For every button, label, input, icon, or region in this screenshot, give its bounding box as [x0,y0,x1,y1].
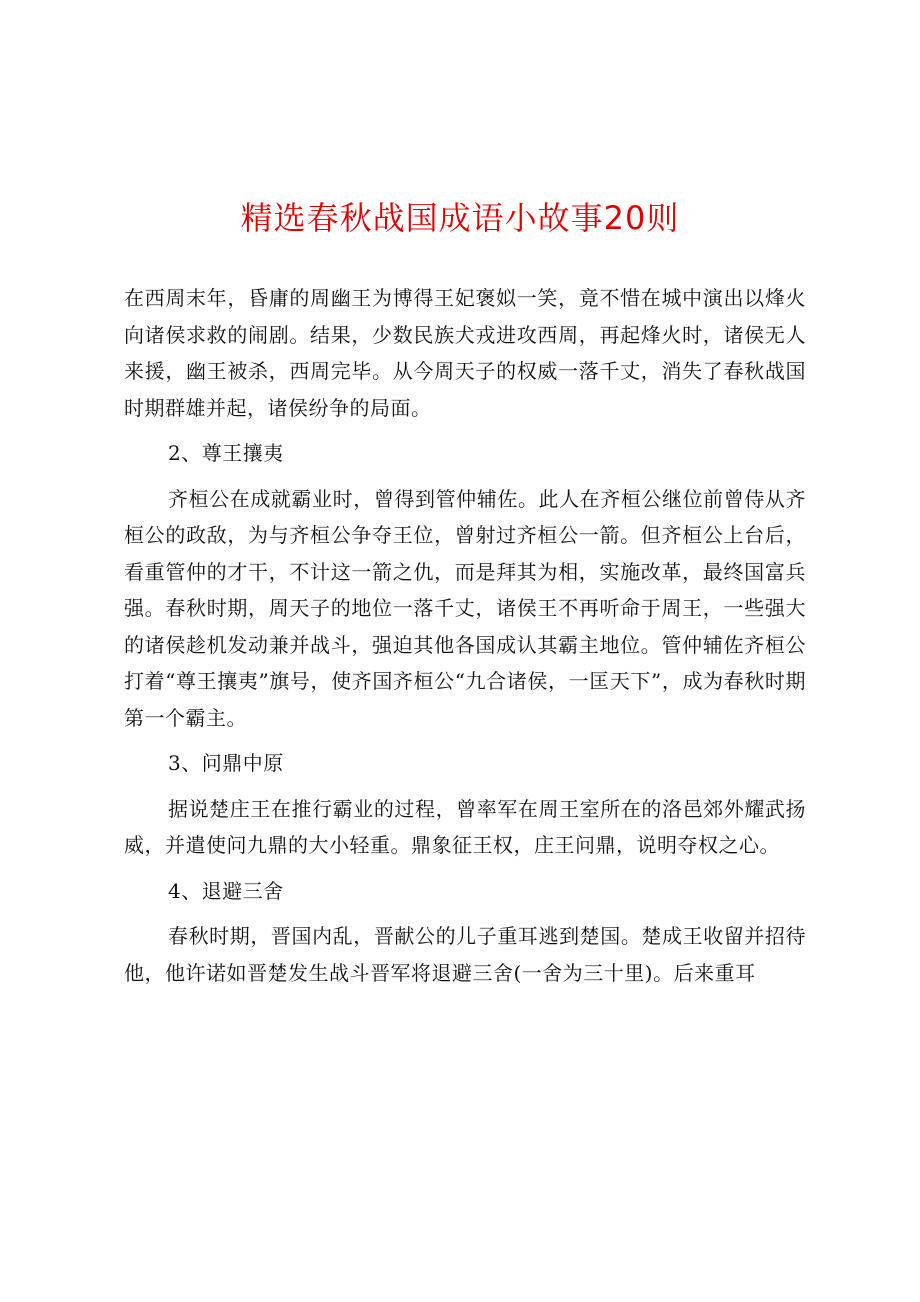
paragraph-section-4: 春秋时期，晋国内乱，晋献公的儿子重耳逃到楚国。楚成王收留并招待他，他许诺如晋楚发生战斗晋军将退避三舍(一舍为三十里)。后来重耳 [124,924,806,985]
section-heading-2: 2、尊王攘夷 [168,441,284,465]
document-body [124,280,806,991]
section-heading-3: 3、问鼎中原 [168,751,284,775]
paragraph-section-2: 齐桓公在成就霸业时，曾得到管仲辅佐。此人在齐桓公继位前曾侍从齐桓公的政敌，为与齐桓公争夺王位，曾射过齐桓公一箭。但齐桓公上台后，看重管仲的才干，不计这一箭之仇，而是拜其为相，实施改革，最终国富兵强。春秋时期，周天子的地位一落千丈，诸侯王不再听命于周王，一些强大的诸侯趁机发动兼并战斗，强迫其他各国成认其霸主地位。管仲辅佐齐桓公打着“尊王攘夷”旗号，使齐国齐桓公“九合诸侯，一匡天下”，成为春秋时期第一个霸主。 [124,486,806,730]
page-title: 精选春秋战国成语小故事20则 [240,199,680,237]
paragraph-section-3: 据说楚庄王在推行霸业的过程，曾率军在周王室所在的洛邑郊外耀武扬威，并遣使问九鼎的大小轻重。鼎象征王权，庄王问鼎，说明夺权之心。 [124,796,806,857]
section-heading-4: 4、退避三舍 [168,878,284,903]
paragraph-intro: 在西周末年，昏庸的周幽王为博得王妃褒姒一笑，竟不惜在城中演出以烽火向诸侯求救的闹剧。结果，少数民族犬戎进攻西周，再起烽火时，诸侯无人来援，幽王被杀，西周完毕。从今周天子的权威一落千丈，消失了春秋战国时期群雄并起，诸侯纷争的局面。 [124,286,806,420]
